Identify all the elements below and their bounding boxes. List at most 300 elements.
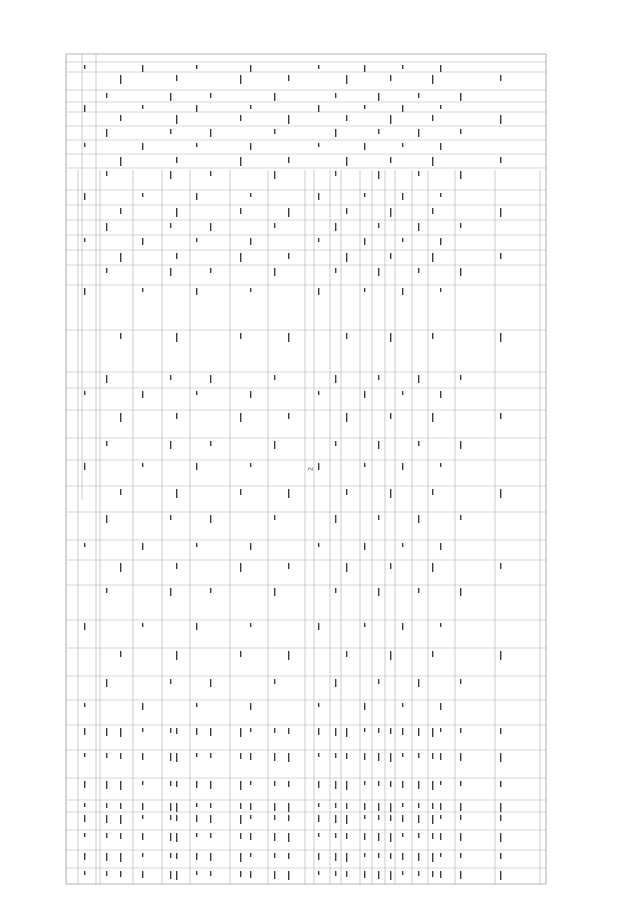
cell-text-mark: [176, 833, 177, 842]
cell-text-mark: [84, 853, 85, 860]
cell-text-mark: [346, 208, 347, 214]
cell-text-mark: [120, 815, 121, 824]
cell-text-mark: [460, 268, 461, 276]
cell-text-mark: [432, 803, 433, 809]
cell-text-mark: [84, 238, 85, 242]
cell-text-mark: [460, 515, 461, 520]
cell-text-mark: [274, 728, 275, 733]
cell-text-mark: [120, 157, 121, 166]
cell-text-mark: [418, 441, 419, 446]
cell-text-mark: [240, 333, 241, 339]
cell-text-mark: [335, 515, 336, 523]
cell-text-mark: [432, 815, 433, 824]
cell-text-mark: [176, 115, 177, 124]
cell-text-mark: [210, 441, 211, 446]
cell-text-mark: [378, 853, 379, 858]
cell-text-mark: [432, 208, 433, 214]
cell-text-mark: [84, 463, 85, 470]
cell-text-mark: [176, 208, 177, 217]
cell-text-mark: [335, 781, 336, 789]
cell-text-mark: [176, 651, 177, 660]
cell-text-mark: [335, 129, 336, 137]
cell-text-mark: [274, 223, 275, 228]
cell-text-mark: [346, 853, 347, 862]
cell-text-mark: [500, 803, 501, 812]
cell-text-mark: [84, 703, 85, 707]
cell-text-mark: [402, 65, 403, 69]
cell-text-mark: [390, 833, 391, 842]
cell-text-mark: [84, 728, 85, 735]
cell-text-mark: [440, 728, 441, 732]
cell-text-mark: [84, 753, 85, 757]
cell-text-mark: [170, 871, 171, 879]
cell-text-mark: [390, 815, 391, 821]
cell-text-mark: [106, 441, 107, 446]
cell-text-mark: [378, 515, 379, 520]
cell-text-mark: [288, 115, 289, 124]
cell-text-mark: [364, 728, 365, 732]
cell-text-mark: [288, 333, 289, 342]
cell-text-mark: [432, 75, 433, 84]
cell-text-mark: [142, 728, 143, 732]
cell-text-mark: [210, 375, 211, 383]
cell-text-mark: [170, 223, 171, 228]
cell-text-mark: [364, 543, 365, 550]
cell-text-mark: [176, 489, 177, 498]
cell-text-mark: [318, 815, 319, 822]
cell-text-mark: [378, 375, 379, 380]
cell-text-mark: [440, 391, 441, 398]
cell-text-mark: [288, 489, 289, 498]
cell-text-mark: [120, 728, 121, 737]
cell-text-mark: [210, 781, 211, 789]
cell-text-mark: [120, 489, 121, 495]
cell-text-mark: [120, 75, 121, 84]
cell-text-mark: [335, 815, 336, 823]
cell-text-mark: [84, 815, 85, 822]
cell-text-mark: [378, 441, 379, 449]
cell-text-mark: [364, 853, 365, 857]
cell-text-mark: [142, 543, 143, 550]
cell-text-mark: [250, 853, 251, 857]
cell-text-mark: [288, 563, 289, 569]
cell-text-mark: [460, 728, 461, 733]
cell-text-mark: [196, 871, 197, 875]
cell-text-mark: [390, 208, 391, 217]
cell-text-mark: [210, 268, 211, 273]
cell-text-mark: [460, 753, 461, 761]
cell-text-mark: [250, 871, 251, 878]
cell-text-mark: [240, 781, 241, 790]
cell-text-mark: [390, 253, 391, 259]
cell-text-mark: [378, 171, 379, 179]
cell-text-mark: [402, 815, 403, 822]
cell-text-mark: [288, 871, 289, 880]
cell-text-mark: [318, 728, 319, 735]
cell-text-mark: [142, 803, 143, 810]
cell-text-mark: [196, 753, 197, 757]
cell-text-mark: [142, 781, 143, 785]
cell-text-mark: [170, 728, 171, 733]
cell-text-mark: [418, 588, 419, 593]
cell-text-mark: [176, 563, 177, 569]
cell-text-mark: [250, 463, 251, 467]
cell-text-mark: [210, 728, 211, 736]
cell-text-mark: [364, 105, 365, 109]
cell-text-mark: [274, 853, 275, 858]
cell-text-mark: [274, 129, 275, 134]
cell-text-mark: [318, 288, 319, 295]
cell-text-mark: [240, 651, 241, 657]
cell-text-mark: [196, 781, 197, 788]
cell-text-mark: [142, 871, 143, 878]
cell-text-mark: [402, 623, 403, 630]
cell-text-mark: [418, 375, 419, 383]
cell-text-mark: [318, 803, 319, 807]
cell-text-mark: [170, 268, 171, 276]
cell-text-mark: [274, 679, 275, 684]
cell-text-mark: [418, 93, 419, 98]
cell-text-mark: [142, 105, 143, 109]
cell-text-mark: [418, 268, 419, 273]
cell-text-mark: [378, 93, 379, 101]
cell-text-mark: [378, 129, 379, 134]
cell-text-mark: [170, 833, 171, 841]
cell-text-mark: [346, 489, 347, 495]
cell-text-mark: [432, 115, 433, 121]
cell-text-mark: [418, 679, 419, 687]
cell-text-mark: [106, 515, 107, 523]
cell-text-mark: [335, 93, 336, 98]
cell-text-mark: [210, 753, 211, 758]
cell-text-mark: [418, 223, 419, 231]
cell-text-mark: [500, 208, 501, 217]
cell-text-mark: [196, 238, 197, 242]
cell-text-mark: [240, 871, 241, 877]
cell-text-mark: [142, 623, 143, 627]
cell-text-mark: [364, 391, 365, 398]
cell-text-mark: [274, 753, 275, 761]
cell-text-mark: [288, 208, 289, 217]
cell-text-mark: [335, 588, 336, 593]
cell-text-mark: [84, 803, 85, 807]
cell-text-mark: [500, 781, 501, 787]
cell-text-mark: [170, 679, 171, 684]
cell-text-mark: [196, 803, 197, 807]
cell-text-mark: [440, 543, 441, 550]
cell-text-mark: [440, 803, 441, 810]
cell-text-mark: [176, 157, 177, 163]
cell-text-mark: [210, 853, 211, 861]
cell-text-mark: [335, 871, 336, 876]
cell-text-mark: [106, 129, 107, 137]
cell-text-mark: [346, 815, 347, 824]
cell-text-mark: [390, 781, 391, 787]
cell-text-mark: [170, 588, 171, 596]
cell-text-mark: [432, 563, 433, 572]
cell-text-mark: [288, 803, 289, 812]
cell-text-mark: [196, 105, 197, 112]
cell-text-mark: [142, 753, 143, 760]
cell-text-mark: [106, 588, 107, 593]
cell-text-mark: [418, 129, 419, 137]
cell-text-mark: [84, 781, 85, 788]
cell-text-mark: [364, 288, 365, 292]
cell-text-mark: [106, 871, 107, 876]
cell-text-mark: [390, 563, 391, 569]
cell-text-mark: [440, 871, 441, 878]
cell-text-mark: [364, 623, 365, 627]
cell-text-mark: [390, 75, 391, 81]
cell-text-mark: [460, 833, 461, 841]
cell-text-mark: [460, 803, 461, 811]
cell-text-mark: [196, 853, 197, 860]
cell-text-mark: [432, 157, 433, 166]
cell-text-mark: [274, 515, 275, 520]
cell-text-mark: [364, 753, 365, 760]
cell-text-mark: [240, 489, 241, 495]
cell-text-mark: [364, 463, 365, 467]
cell-text-mark: [440, 833, 441, 840]
cell-text-mark: [250, 753, 251, 760]
cell-text-mark: [460, 853, 461, 858]
cell-text-mark: [432, 728, 433, 737]
cell-text-mark: [120, 753, 121, 759]
cell-text-mark: [418, 803, 419, 808]
cell-text-mark: [346, 115, 347, 121]
cell-text-mark: [250, 143, 251, 150]
cell-text-mark: [240, 753, 241, 759]
cell-text-mark: [440, 623, 441, 627]
cell-text-mark: [460, 679, 461, 684]
cell-text-mark: [460, 375, 461, 380]
cell-text-mark: [402, 803, 403, 807]
cell-text-mark: [196, 288, 197, 295]
cell-text-mark: [176, 753, 177, 762]
cell-text-mark: [288, 157, 289, 163]
cell-text-mark: [176, 853, 177, 859]
cell-text-mark: [460, 171, 461, 179]
cell-text-mark: [210, 93, 211, 98]
cell-text-mark: [402, 753, 403, 757]
cell-text-mark: [402, 143, 403, 147]
cell-text-mark: [378, 871, 379, 879]
cell-text-mark: [440, 815, 441, 819]
cell-text-mark: [390, 753, 391, 762]
cell-text-mark: [196, 193, 197, 200]
cell-text-mark: [335, 753, 336, 758]
cell-text-mark: [84, 65, 85, 69]
cell-text-mark: [196, 815, 197, 822]
cell-text-mark: [318, 623, 319, 630]
cell-text-mark: [142, 833, 143, 840]
cell-text-mark: [364, 803, 365, 810]
cell-text-mark: [84, 391, 85, 395]
cell-text-mark: [142, 815, 143, 819]
cell-text-mark: [432, 833, 433, 839]
cell-text-mark: [170, 781, 171, 786]
cell-text-mark: [402, 288, 403, 295]
cell-text-mark: [106, 375, 107, 383]
cell-text-mark: [500, 563, 501, 569]
cell-text-mark: [84, 623, 85, 630]
cell-text-mark: [240, 803, 241, 809]
cell-text-mark: [240, 413, 241, 422]
cell-text-mark: [318, 703, 319, 707]
cell-text-mark: [402, 871, 403, 875]
cell-text-mark: [440, 853, 441, 857]
cell-text-mark: [378, 588, 379, 596]
cell-text-mark: [500, 75, 501, 81]
cell-text-mark: [335, 679, 336, 687]
cell-text-mark: [288, 651, 289, 660]
cell-text-mark: [170, 441, 171, 449]
cell-text-mark: [335, 223, 336, 231]
cell-text-mark: [210, 815, 211, 823]
cell-text-mark: [142, 703, 143, 710]
cell-text-mark: [176, 803, 177, 812]
cell-text-mark: [500, 253, 501, 259]
cell-text-mark: [142, 463, 143, 467]
cell-text-mark: [460, 781, 461, 786]
cell-text-mark: [170, 515, 171, 520]
cell-text-mark: [335, 803, 336, 808]
cell-text-mark: [500, 871, 501, 880]
cell-text-mark: [335, 728, 336, 736]
cell-text-mark: [170, 375, 171, 380]
cell-text-mark: [288, 833, 289, 842]
cell-text-mark: [346, 728, 347, 737]
cell-text-mark: [378, 781, 379, 786]
cell-text-mark: [402, 781, 403, 788]
cell-text-mark: [240, 253, 241, 262]
cell-text-mark: [120, 253, 121, 262]
cell-text-mark: [318, 463, 319, 470]
cell-text-mark: [120, 333, 121, 339]
cell-text-mark: [318, 238, 319, 242]
cell-text-mark: [120, 781, 121, 790]
cell-text-mark: [432, 489, 433, 495]
cell-text-mark: [240, 208, 241, 214]
cell-text-mark: [250, 288, 251, 292]
cell-text-mark: [335, 853, 336, 861]
cell-text-mark: [196, 463, 197, 470]
cell-text-mark: [402, 391, 403, 395]
cell-text-mark: [402, 543, 403, 547]
cell-text-mark: [364, 833, 365, 840]
cell-text-mark: [346, 781, 347, 790]
cell-text-mark: [170, 815, 171, 820]
cell-text-mark: [440, 238, 441, 245]
cell-text-mark: [500, 489, 501, 498]
cell-text-mark: [346, 253, 347, 262]
cell-text-mark: [274, 268, 275, 276]
cell-text-mark: [176, 781, 177, 787]
cell-text-mark: [196, 703, 197, 707]
cell-text-mark: [440, 193, 441, 197]
cell-text-mark: [318, 391, 319, 395]
cell-text-mark: [364, 781, 365, 785]
cell-text-mark: [142, 65, 143, 72]
cell-text-mark: [460, 871, 461, 879]
cell-text-mark: [440, 781, 441, 785]
cell-text-mark: [106, 268, 107, 273]
cell-text-mark: [250, 833, 251, 840]
cell-text-mark: [346, 651, 347, 657]
cell-text-mark: [318, 65, 319, 69]
cell-text-mark: [106, 93, 107, 98]
cell-text-mark: [106, 753, 107, 758]
cell-text-mark: [346, 413, 347, 422]
cell-text-mark: [432, 413, 433, 422]
cell-text-mark: [274, 803, 275, 811]
cell-text-mark: [440, 143, 441, 150]
cell-text-mark: [432, 753, 433, 759]
cell-text-mark: [210, 871, 211, 876]
cell-text-mark: [418, 833, 419, 838]
cell-text-mark: [120, 115, 121, 121]
cell-text-mark: [120, 871, 121, 877]
cell-text-mark: [318, 753, 319, 757]
cell-text-mark: [196, 143, 197, 147]
cell-text-mark: [402, 833, 403, 837]
cell-text-mark: [346, 833, 347, 839]
cell-text-mark: [440, 65, 441, 72]
cell-text-mark: [250, 391, 251, 398]
cell-text-mark: [170, 171, 171, 179]
cell-text-mark: [346, 753, 347, 759]
cell-text-mark: [170, 129, 171, 134]
cell-text-mark: [432, 651, 433, 657]
cell-text-mark: [84, 143, 85, 147]
cell-text-mark: [142, 238, 143, 245]
cell-text-mark: [318, 193, 319, 200]
cell-text-mark: [390, 871, 391, 880]
cell-text-mark: [170, 753, 171, 761]
cell-text-mark: [500, 853, 501, 859]
cell-text-mark: [432, 781, 433, 790]
cell-text-mark: [346, 803, 347, 809]
cell-text-mark: [250, 703, 251, 710]
cell-text-mark: [274, 871, 275, 879]
cell-text-mark: [318, 871, 319, 875]
cell-text-mark: [250, 815, 251, 819]
cell-text-mark: [176, 871, 177, 880]
cell-text-mark: [378, 728, 379, 733]
cell-text-mark: [120, 413, 121, 422]
cell-text-mark: [240, 563, 241, 572]
cell-text-mark: [210, 588, 211, 593]
cell-text-mark: [196, 65, 197, 69]
cell-text-mark: [142, 288, 143, 292]
cell-text-mark: [142, 391, 143, 398]
cell-text-mark: [418, 171, 419, 176]
cell-text-mark: [335, 441, 336, 446]
cell-text-mark: [440, 753, 441, 760]
cell-text-mark: [418, 871, 419, 876]
cell-text-mark: [106, 803, 107, 808]
cell-text-mark: [274, 781, 275, 786]
cell-text-mark: [250, 193, 251, 197]
cell-text-mark: [288, 815, 289, 821]
cell-text-mark: [364, 65, 365, 72]
cell-text-mark: [288, 413, 289, 419]
cell-text-mark: [346, 75, 347, 84]
cell-text-mark: [120, 651, 121, 657]
cell-text-mark: [500, 157, 501, 163]
cell-text-mark: [440, 105, 441, 109]
cell-text-mark: [390, 489, 391, 498]
